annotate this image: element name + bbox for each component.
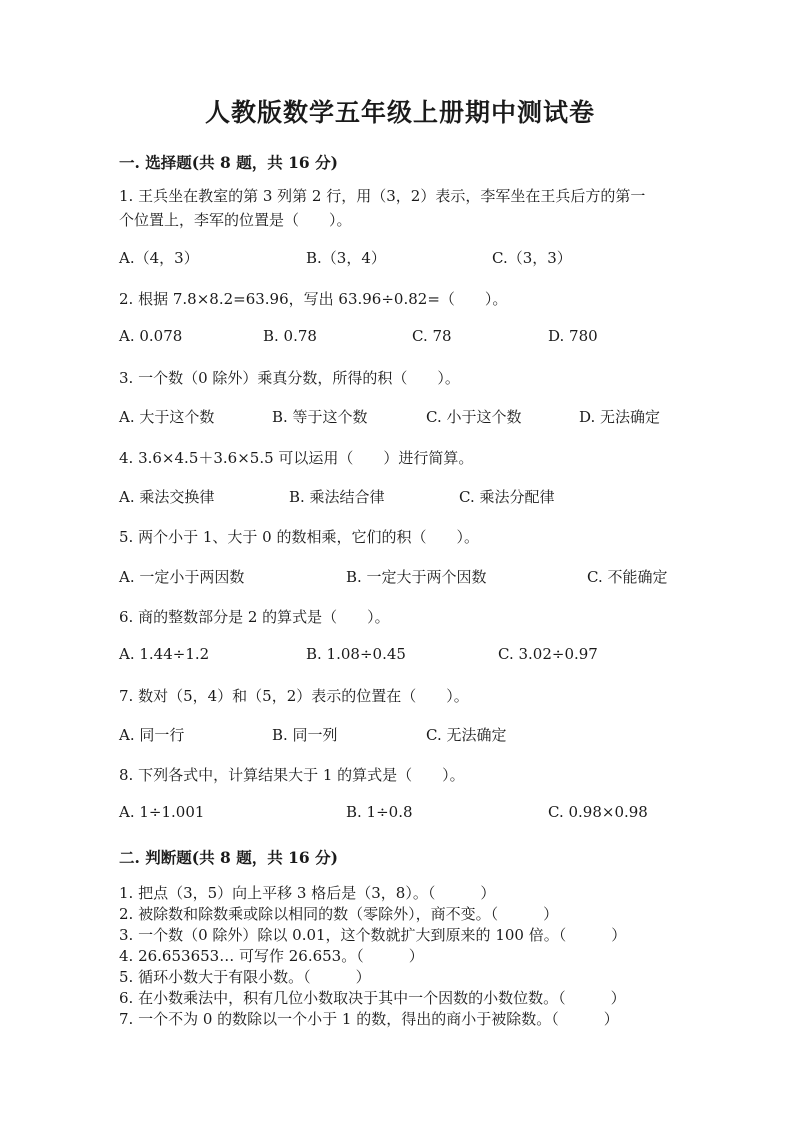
- option[interactable]: C. 3.02÷0.97: [498, 645, 598, 663]
- option[interactable]: C. 乘法分配律: [459, 488, 555, 506]
- option[interactable]: B.（3，4）: [306, 249, 386, 267]
- option[interactable]: A. 同一行: [119, 726, 185, 744]
- option[interactable]: B. 乘法结合律: [289, 488, 385, 506]
- option[interactable]: A. 0.078: [119, 327, 183, 345]
- option[interactable]: B. 1.08÷0.45: [306, 645, 406, 663]
- option[interactable]: A.（4，3）: [119, 249, 199, 267]
- judgment-item: 3. 一个数（0 除外）除以 0.01，这个数就扩大到原来的 100 倍。（ ）: [119, 926, 627, 944]
- option[interactable]: A. 大于这个数: [119, 408, 215, 426]
- options-row: [119, 327, 699, 351]
- option[interactable]: C.（3，3）: [492, 249, 572, 267]
- options-row: [119, 803, 699, 827]
- option[interactable]: C. 不能确定: [587, 568, 668, 586]
- judgment-item: 6. 在小数乘法中，积有几位小数取决于其中一个因数的小数位数。（ ）: [119, 989, 626, 1007]
- options-row: [119, 645, 699, 669]
- option[interactable]: A. 1÷1.001: [119, 803, 205, 821]
- question-7: 7. 数对（5，4）和（5，2）表示的位置在（ ）。: [119, 687, 469, 705]
- option[interactable]: D. 780: [548, 327, 598, 345]
- section-heading-judgment: [119, 846, 338, 868]
- question-text-line: 1. 王兵坐在教室的第 3 列第 2 行，用（3，2）表示，李军坐在王兵后方的第一: [119, 187, 646, 205]
- options-row: [119, 247, 699, 271]
- options-row: [119, 406, 699, 430]
- judgment-item: 2. 被除数和除数乘或除以相同的数（零除外），商不变。（ ）: [119, 905, 559, 923]
- section-heading-choice: 一. 选择题(共 8 题，共 16 分): [119, 153, 338, 172]
- option[interactable]: B. 0.78: [263, 327, 317, 345]
- option[interactable]: A. 一定小于两因数: [119, 568, 245, 586]
- question-3: 3. 一个数（0 除外）乘真分数，所得的积（ ）。: [119, 369, 460, 387]
- option[interactable]: B. 1÷0.8: [346, 803, 413, 821]
- option[interactable]: C. 0.98×0.98: [548, 803, 648, 821]
- judgment-item: 7. 一个不为 0 的数除以一个小于 1 的数，得出的商小于被除数。（ ）: [119, 1010, 619, 1028]
- option[interactable]: B. 一定大于两个因数: [346, 568, 487, 586]
- question-5: 5. 两个小于 1、大于 0 的数相乘，它们的积（ ）。: [119, 528, 479, 546]
- option[interactable]: C. 小于这个数: [426, 408, 522, 426]
- question-1: [119, 184, 679, 232]
- question-6: 6. 商的整数部分是 2 的算式是（ ）。: [119, 608, 390, 626]
- question-8: 8. 下列各式中，计算结果大于 1 的算式是（ ）。: [119, 766, 465, 784]
- option[interactable]: A. 1.44÷1.2: [119, 645, 210, 663]
- question-2: 2. 根据 7.8×8.2=63.96，写出 63.96÷0.82=（ ）。: [119, 290, 508, 308]
- judgment-item: 5. 循环小数大于有限小数。（ ）: [119, 968, 371, 986]
- option[interactable]: D. 无法确定: [579, 408, 661, 426]
- option[interactable]: C. 无法确定: [426, 726, 507, 744]
- section-heading-text: 二. 判断题(共 8 题，共 16 分): [119, 848, 338, 867]
- question-4: 4. 3.6×4.5＋3.6×5.5 可以运用（ ）进行简算。: [119, 449, 474, 467]
- option[interactable]: B. 同一列: [272, 726, 338, 744]
- question-text-line: 个位置上，李军的位置是（ ）。: [119, 211, 352, 229]
- option[interactable]: B. 等于这个数: [272, 408, 368, 426]
- options-row: [119, 486, 699, 510]
- option[interactable]: C. 78: [412, 327, 452, 345]
- options-row: [119, 724, 699, 748]
- judgment-item: 4. 26.653653… 可写作 26.653。（ ）: [119, 947, 424, 965]
- page-title: 人教版数学五年级上册期中测试卷: [204, 98, 595, 127]
- option[interactable]: A. 乘法交换律: [119, 488, 215, 506]
- options-row: [119, 566, 699, 590]
- judgment-item: 1. 把点（3，5）向上平移 3 格后是（3，8）。（ ）: [119, 884, 496, 902]
